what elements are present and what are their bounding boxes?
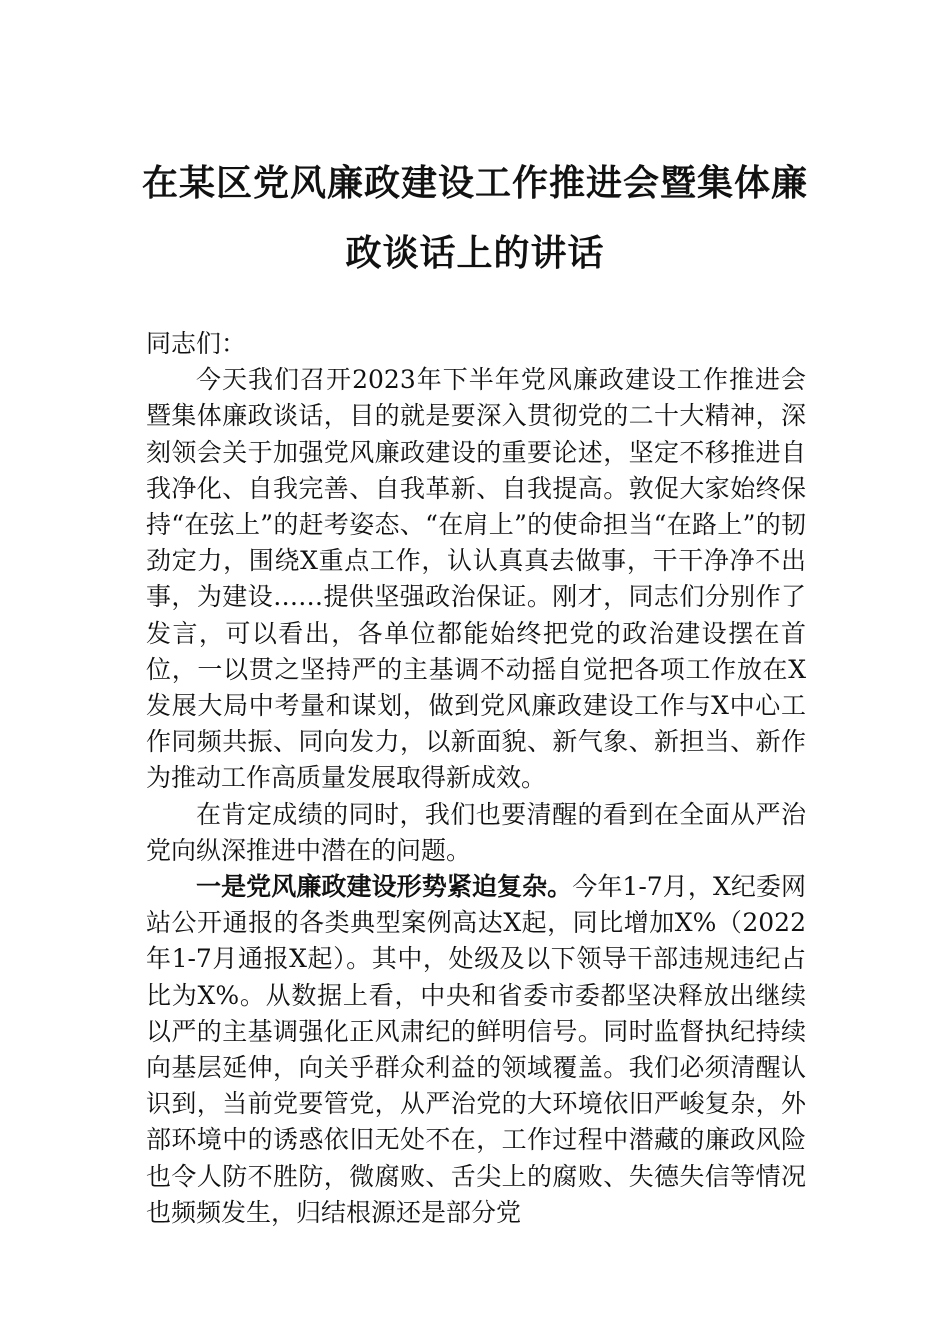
paragraph-3 <box>146 869 806 1231</box>
paragraph-1: 今天我们召开2023年下半年党风廉政建设工作推进会暨集体廉政谈话，目的就是要深入贯彻党的二十大精神，深刻领会关于加强党风廉政建设的重要论述，坚定不移推进自我净化、自我完善、自我革新、自我提高。敦促大家始终保持“在弦上”的赶考姿态、“在肩上”的使命担当“在路上”的韧劲定力，围绕X重点工作，认认真真去做事，干干净净不出事，为建设……提供坚强政治保证。刚才，同志们分别作了发言，可以看出，各单位都能始终把党的政治建设摆在首位，一以贯之坚持严的主基调不动摇自觉把各项工作放在X发展大局中考量和谋划，做到党风廉政建设工作与X中心工作同频共振、同向发力，以新面貌、新气象、新担当、新作为推动工作高质量发展取得新成效。 <box>146 365 806 793</box>
title-line-1: 在某区党风廉政建设工作推进会暨集体廉 <box>141 162 808 204</box>
title-line-2: 政谈话上的讲话 <box>345 232 605 274</box>
salutation: 同志们： <box>146 329 247 358</box>
document-body <box>146 326 806 1231</box>
document-title <box>120 148 830 288</box>
paragraph-2: 在肯定成绩的同时，我们也要清醒的看到在全面从严治党向纵深推进中潜在的问题。 <box>146 799 806 865</box>
paragraph-3-text: 今年1-7月，X纪委网站公开通报的各类典型案例高达X起，同比增加X%（2022年1-7月通报X起）。其中，处级及以下领导干部违规违纪占比为X%。从数据上看，中央和省委市委都坚决释放出继续以严的主基调强化正风肃纪的鲜明信号。同时监督执纪持续向基层延伸，向关乎群众利益的领域覆盖。我们必须清醒认识到，当前党要管党，从严治党的大环境依旧严峻复杂，外部环境中的诱惑依旧无处不在，工作过程中潜藏的廉政风险也令人防不胜防，微腐败、舌尖上的腐败、失德失信等情况也频频发生，归结根源还是部分党 <box>146 872 806 1227</box>
paragraph-3-heading: 一是党风廉政建设形势紧迫复杂。 <box>196 872 573 902</box>
